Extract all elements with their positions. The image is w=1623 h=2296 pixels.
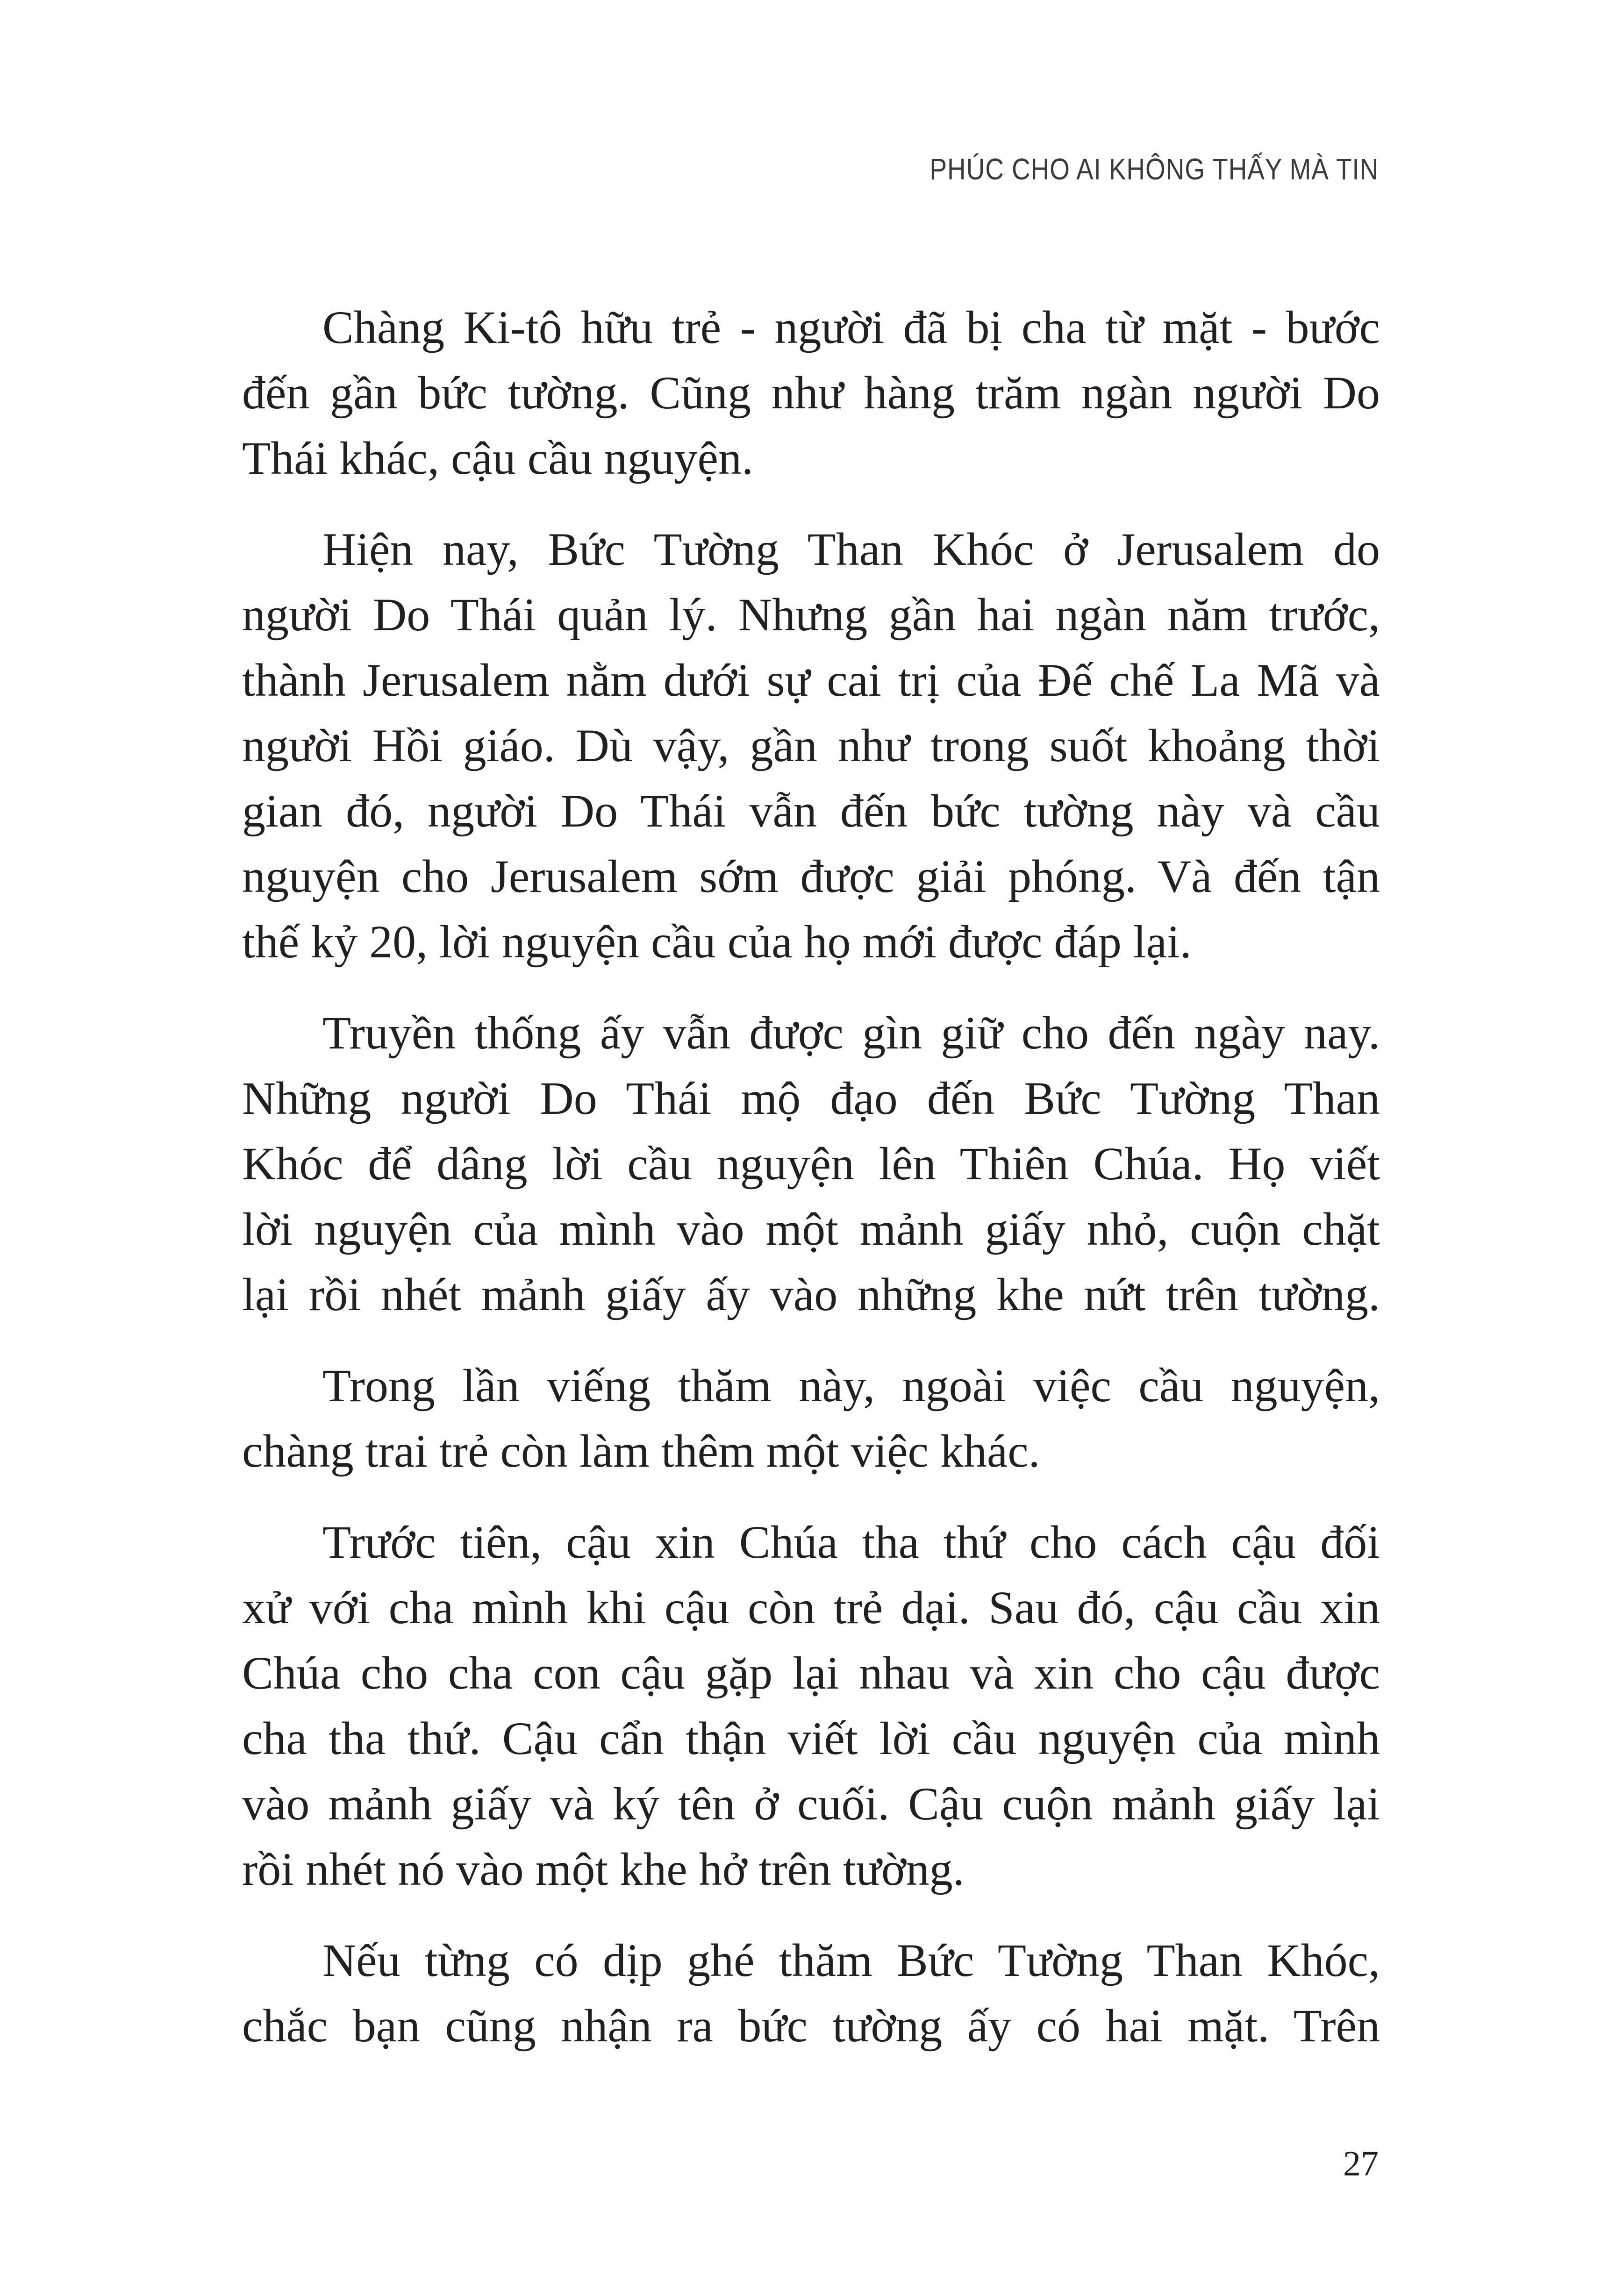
- text-line: Chàng Ki-tô hữu trẻ - người đã bị cha từ mặt - bước: [322, 301, 1380, 353]
- text-line: Trước tiên, cậu xin Chúa tha thứ cho cách cậu đối: [322, 1516, 1380, 1568]
- text-line: chàng trai trẻ còn làm thêm một việc khác.: [242, 1425, 1040, 1477]
- text-line: thành Jerusalem nằm dưới sự cai trị của Đế chế La Mã và: [242, 654, 1380, 706]
- text-line: Chúa cho cha con cậu gặp lại nhau và xin cho cậu được: [242, 1647, 1380, 1699]
- body-text: [242, 295, 1380, 2059]
- paragraph-6: [242, 1928, 1380, 2059]
- text-line: Khóc để dâng lời cầu nguyện lên Thiên Chúa. Họ viết: [242, 1138, 1380, 1190]
- text-line: rồi nhét nó vào một khe hở trên tường.: [242, 1843, 965, 1895]
- paragraph-4: [242, 1353, 1380, 1484]
- page-number: 27: [1343, 2144, 1379, 2183]
- text-line: gian đó, người Do Thái vẫn đến bức tường này và cầu: [242, 785, 1380, 837]
- text-line: Những người Do Thái mộ đạo đến Bức Tường Than: [242, 1072, 1380, 1124]
- paragraph-3: [242, 1000, 1380, 1327]
- running-header-title: PHÚC CHO AI KHÔNG THẤY MÀ TIN: [929, 152, 1379, 186]
- text-line: đến gần bức tường. Cũng như hàng trăm ngàn người Do: [242, 367, 1380, 419]
- text-line: chắc bạn cũng nhận ra bức tường ấy có hai mặt. Trên: [242, 2000, 1380, 2052]
- text-line: vào mảnh giấy và ký tên ở cuối. Cậu cuộn mảnh giấy lại: [242, 1778, 1380, 1830]
- text-line: cha tha thứ. Cậu cẩn thận viết lời cầu nguyện của mình: [242, 1712, 1380, 1764]
- paragraph-1: [242, 295, 1380, 491]
- paragraph-5: [242, 1510, 1380, 1902]
- text-line: thế kỷ 20, lời nguyện cầu của họ mới được đáp lại.: [242, 916, 1192, 968]
- text-line: Trong lần viếng thăm này, ngoài việc cầu nguyện,: [322, 1360, 1380, 1412]
- text-line: Truyền thống ấy vẫn được gìn giữ cho đến ngày nay.: [322, 1007, 1380, 1059]
- text-line: Nếu từng có dịp ghé thăm Bức Tường Than Khóc,: [322, 1934, 1380, 1986]
- text-line: Hiện nay, Bức Tường Than Khóc ở Jerusalem do: [322, 523, 1380, 575]
- text-line: nguyện cho Jerusalem sớm được giải phóng. Và đến tận: [242, 850, 1380, 902]
- text-line: lời nguyện của mình vào một mảnh giấy nhỏ, cuộn chặt: [242, 1203, 1380, 1255]
- paragraph-2: [242, 517, 1380, 975]
- text-line: xử với cha mình khi cậu còn trẻ dại. Sau đó, cậu cầu xin: [242, 1582, 1380, 1633]
- text-line: người Hồi giáo. Dù vậy, gần như trong suốt khoảng thời: [242, 720, 1380, 771]
- text-line: người Do Thái quản lý. Nhưng gần hai ngàn năm trước,: [242, 589, 1380, 641]
- text-line: lại rồi nhét mảnh giấy ấy vào những khe nứt trên tường.: [242, 1269, 1380, 1320]
- text-line: Thái khác, cậu cầu nguyện.: [242, 432, 753, 484]
